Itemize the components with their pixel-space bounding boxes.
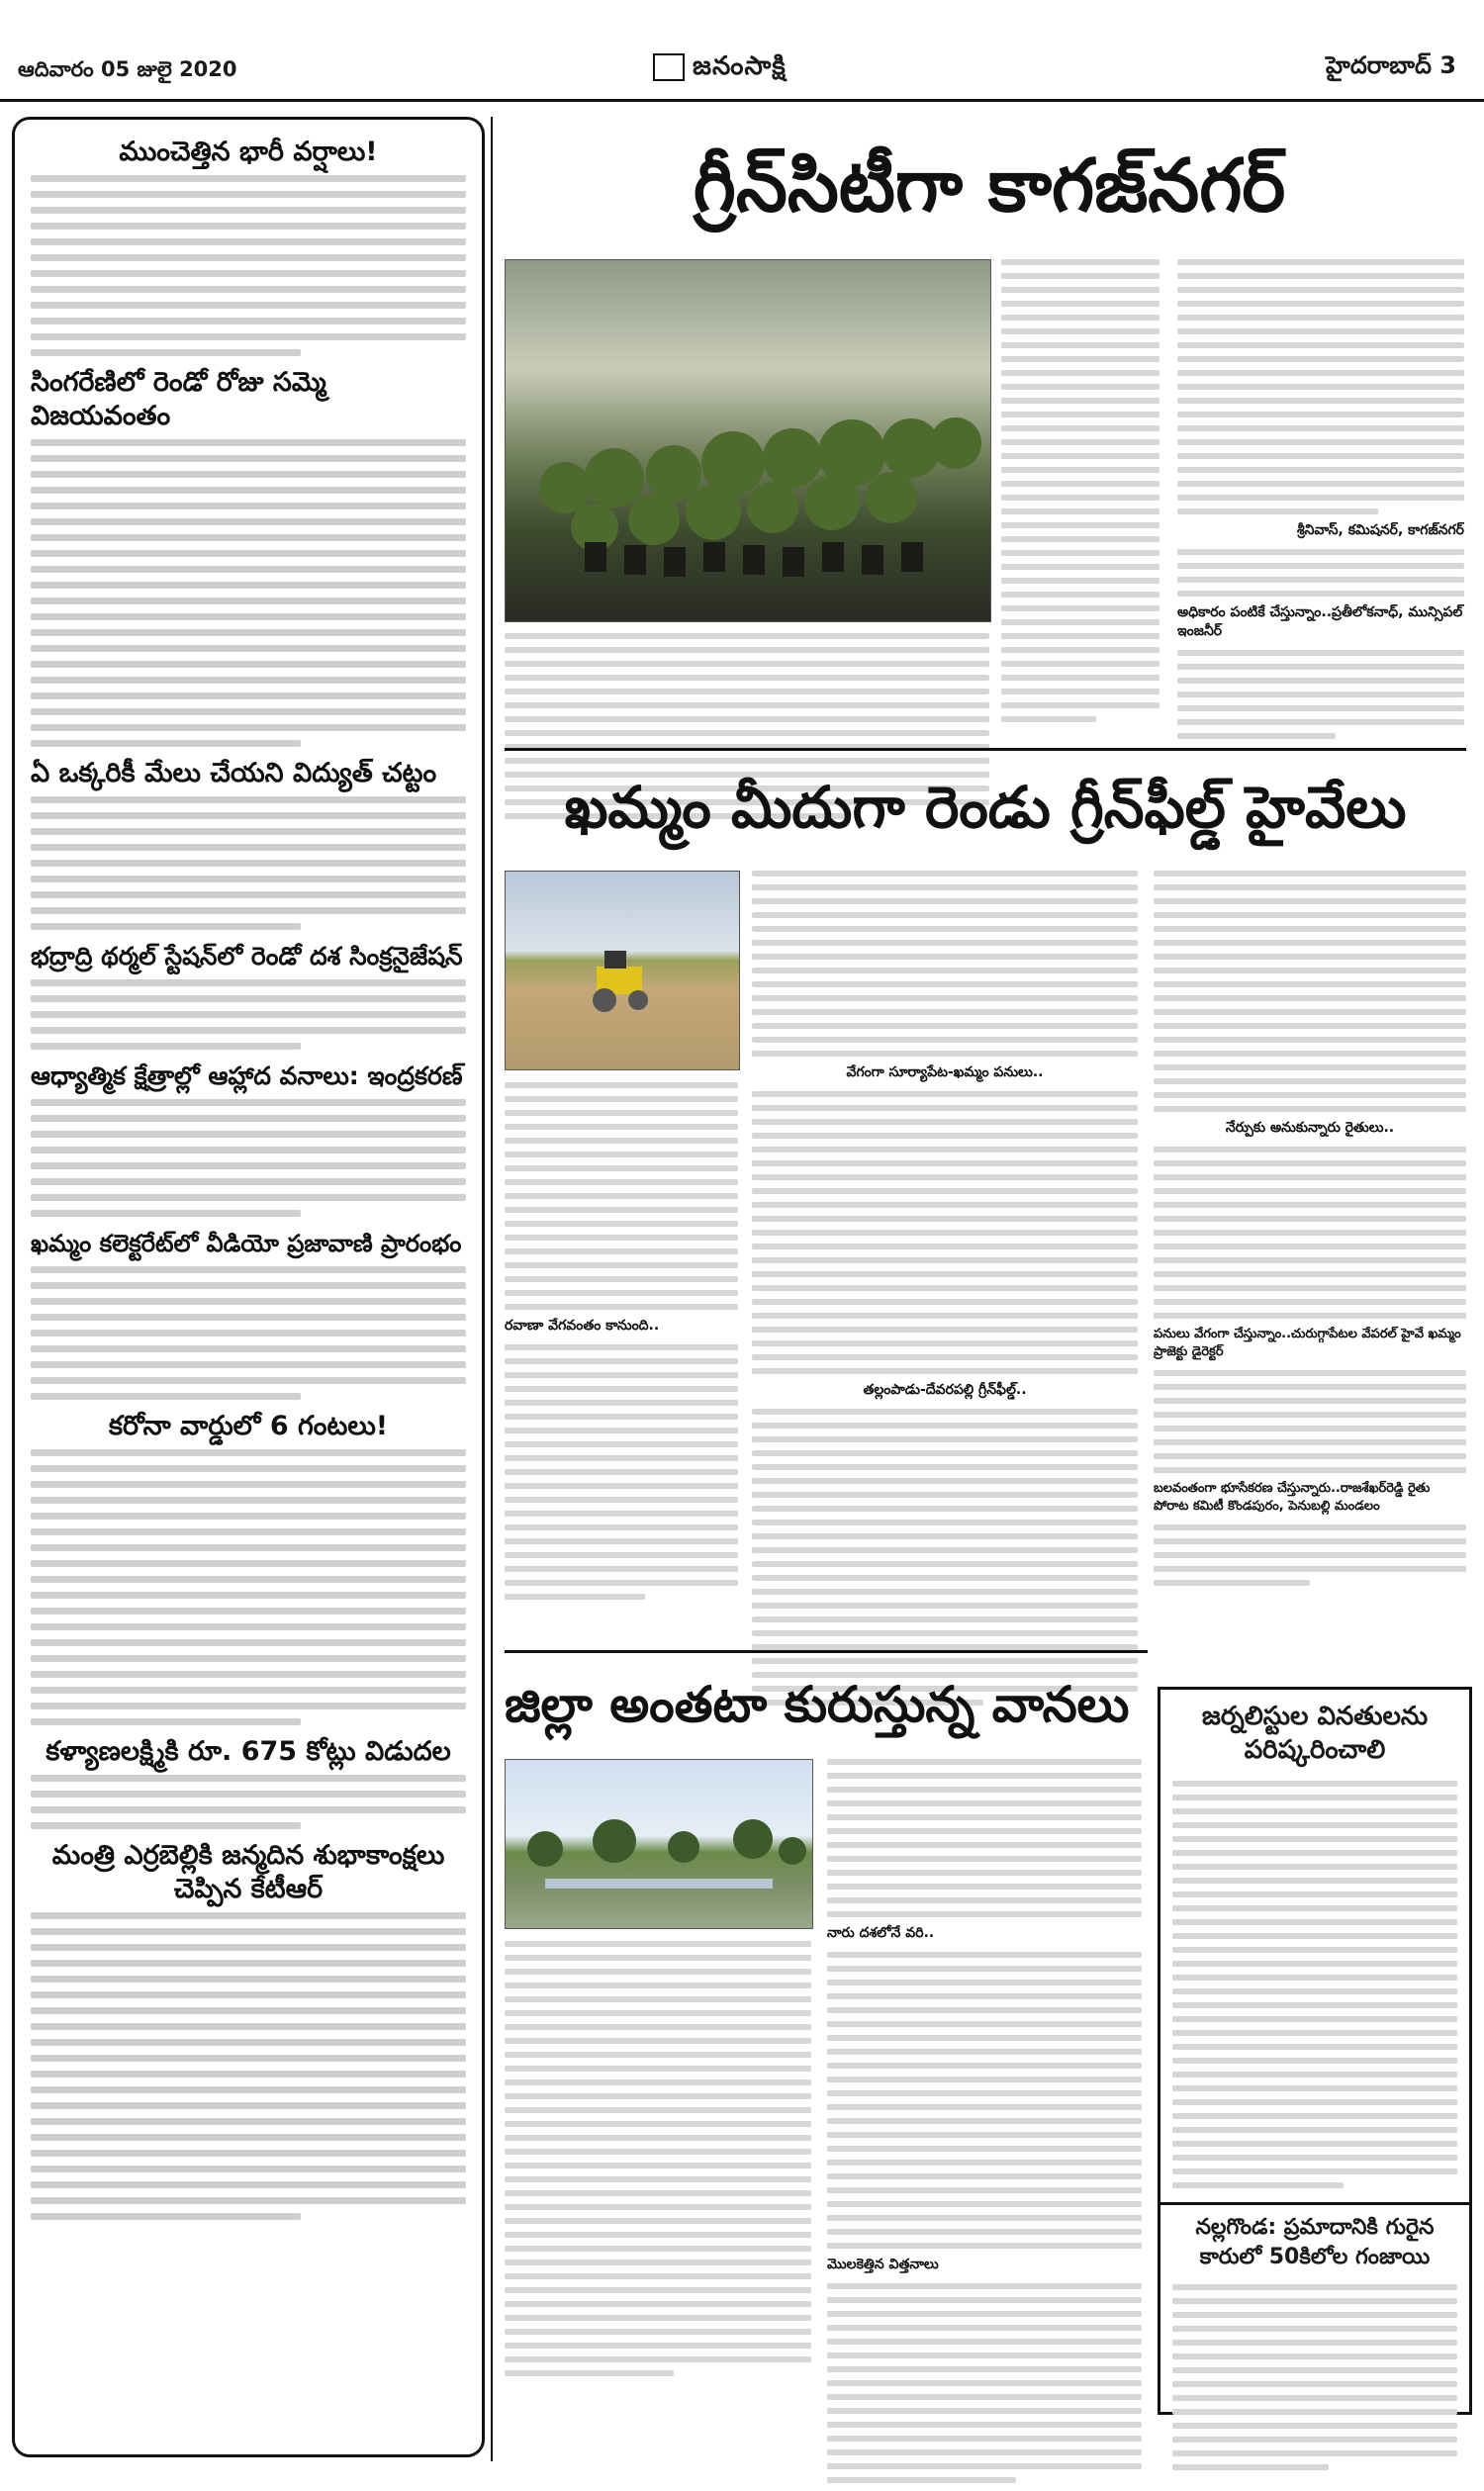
- left-headline-1: ముంచెత్తిన భారీ వర్షాలు!: [119, 137, 378, 167]
- left-headline-9: మంత్రి ఎర్రబెల్లికి జన్మదిన శుభాకాంక్షలు చెప్పిన కేటీఆర్: [51, 1840, 445, 1904]
- plant-nursery-photo: [505, 259, 991, 622]
- left-headline-3: ఏ ఒక్కరికీ మేలు చేయని విద్యుత్ చట్టం: [31, 758, 437, 788]
- issue-date: ఆదివారం 05 జులై 2020: [18, 57, 237, 81]
- story1-subhead: అధికారం పంటికే చేస్తున్నాం..ప్రతీలోకనాధ్, మున్సిపల్ ఇంజనీర్: [1177, 604, 1463, 639]
- story5-headline: నల్లగొండ: ప్రమాదానికి గురైన కారులో 50కిలోల గంజాయి: [1195, 2215, 1435, 2269]
- story2-subhead-3: రవాణా వేగవంతం కానుంది..: [505, 1318, 660, 1334]
- left-headline-7: కరోనా వార్డులో 6 గంటలు!: [108, 1411, 389, 1441]
- story5-body: [1160, 2272, 1469, 2470]
- article-body: [31, 1775, 466, 1829]
- story1-byline: శ్రీనివాస్, కమిషనర్, కాగజ్‌నగర్: [1296, 522, 1464, 538]
- left-headline-4: భద్రాద్రి థర్మల్ స్టేషన్‌లో రెండో దశ సింక్రనైజేషన్: [31, 942, 463, 970]
- trees-field-icon: [506, 1760, 812, 1928]
- story3-subhead-1: నారు దశలోనే వరి..: [827, 1925, 935, 1941]
- left-column-content: [31, 132, 466, 2230]
- story3-body-b: [827, 1759, 1142, 2491]
- story2-subhead-6: బలవంతంగా భూసేకరణ చేస్తున్నారు..రాజశేఖర్‌రెడ్డి రైతు పోరాట కమిటీ కొండపురం, పెనుబల్లి మండలం: [1154, 1481, 1431, 1514]
- page-number: 3: [1439, 51, 1456, 79]
- article-body: [31, 979, 466, 1050]
- newspaper-logo: [653, 51, 787, 87]
- city-name: హైదరాబాద్: [1326, 51, 1432, 79]
- story1-body-b: [1001, 259, 1159, 730]
- left-headline-8: కళ్యాణలక్ష్మికి రూ. 675 కోట్లు విడుదల: [46, 1736, 451, 1767]
- logo-text: జనంసాక్షి: [693, 51, 787, 81]
- story1-body-c: [1177, 259, 1464, 747]
- seedlings-illustration-icon: [506, 260, 990, 621]
- story4-body: [1160, 1767, 1469, 2188]
- column-divider: [491, 117, 493, 2461]
- page-city-number: [1326, 51, 1456, 85]
- article-body: [31, 439, 466, 747]
- article-body: [31, 796, 466, 930]
- road-roller-photo: [505, 871, 740, 1070]
- story3-headline: జిల్లా అంతటా కురుస్తున్న వానలు: [505, 1676, 1130, 1733]
- journalists-story-box: [1158, 1687, 1472, 2415]
- left-headline-6: ఖమ్మం కలెక్టరేట్‌లో వీడియో ప్రజావాణి ప్రారంభం: [31, 1230, 462, 1257]
- article-body: [31, 175, 466, 356]
- left-headline-5: ఆధ్యాత్మిక క్షేత్రాల్లో ఆహ్లాద వనాలు: ఇంద్రకరణ్: [31, 1061, 463, 1090]
- left-column-box: [12, 117, 485, 2457]
- story3-body-a: [505, 1941, 811, 2384]
- story2-subhead-1: వేగంగా సూర్యాపేట-ఖమ్మం పనులు..: [846, 1064, 1044, 1080]
- rain-field-photo: [505, 1759, 813, 1929]
- story2-subhead-2: తల్లంపాడు-దేవరపల్లి గ్రీన్‌ఫీల్డ్..: [863, 1382, 1027, 1398]
- story2-body-c: [1154, 871, 1466, 1594]
- story3-subhead-2: మొలకెత్తిన విత్తనాలు: [827, 2257, 939, 2272]
- logo-emblem-icon: [653, 53, 685, 81]
- section-divider: [505, 748, 1466, 751]
- story2-headline: ఖమ్మం మీదుగా రెండు గ్రీన్‌ఫీల్డ్ హైవేలు: [564, 774, 1407, 841]
- masthead: [0, 0, 1484, 102]
- article-body: [31, 1912, 466, 2220]
- road-roller-icon: [506, 872, 739, 1069]
- article-body: [31, 1266, 466, 1400]
- story4-headline: జర్నలిస్టుల వినతులను పరిష్కరించాలి: [1201, 1702, 1429, 1765]
- story1-headline: గ్రీన్‌సిటీగా కాగజ్‌నగర్: [693, 143, 1286, 229]
- section-divider: [505, 1650, 1148, 1653]
- story2-body-b: [752, 871, 1138, 1713]
- left-headline-2: సింగరేణిలో రెండో రోజు సమ్మె విజయవంతం: [31, 367, 326, 431]
- story2-body-a: [505, 1082, 738, 1608]
- article-body: [31, 1449, 466, 1725]
- story2-subhead-4: నేర్పుకు అనుకున్నారు రైతులు..: [1225, 1120, 1395, 1136]
- story2-subhead-5: పనులు వేగంగా చేస్తున్నాం..చురుగ్గాపేటల వేపరల్ హైవే ఖమ్మం ప్రాజెక్టు డైరెక్టర్: [1154, 1327, 1461, 1359]
- article-body: [31, 1099, 466, 1217]
